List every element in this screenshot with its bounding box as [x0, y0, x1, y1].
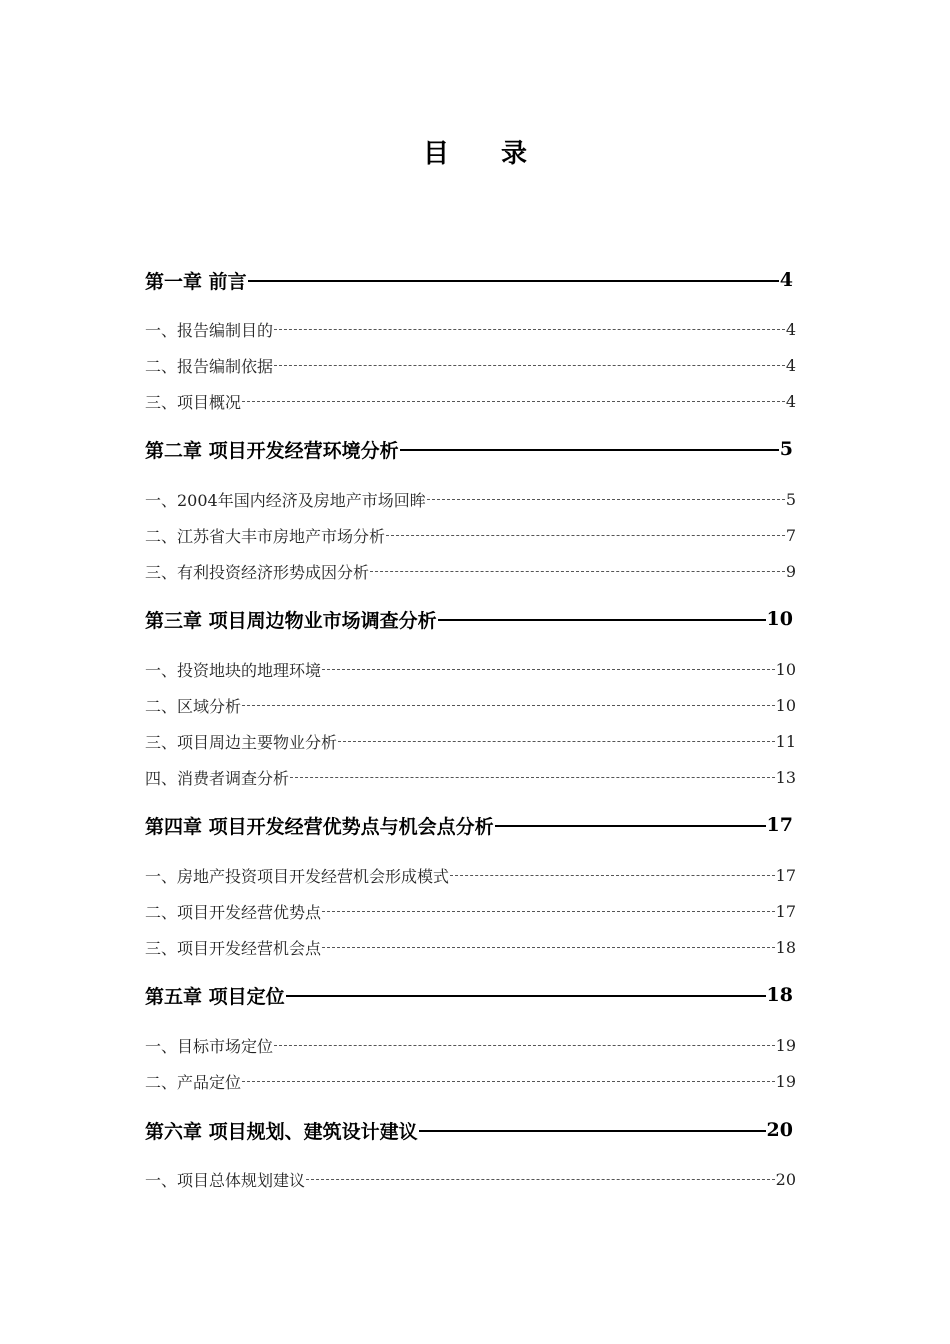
toc-page-number: 20	[775, 1169, 796, 1189]
toc-section-entry[interactable]	[145, 694, 796, 716]
toc-section-entry[interactable]	[145, 900, 796, 922]
toc-section-entry[interactable]	[145, 390, 796, 412]
toc-page-number: 19	[775, 1071, 796, 1091]
toc-page-number: 7	[785, 525, 796, 545]
toc-entry-label: 三、有利投资经济形势成因分析	[145, 562, 370, 582]
toc-entry-label: 一、房地产投资项目开发经营机会形成模式	[145, 866, 450, 886]
toc-page-number: 9	[785, 561, 796, 581]
toc-leader-line	[419, 1130, 766, 1132]
toc-chapter-entry[interactable]	[145, 812, 793, 838]
toc-chapter-entry[interactable]	[145, 606, 793, 632]
toc-leader-line	[322, 911, 775, 912]
toc-page-number: 11	[775, 731, 796, 751]
toc-section-entry[interactable]	[145, 658, 796, 680]
toc-section-entry[interactable]	[145, 1168, 796, 1190]
toc-leader-line	[438, 619, 766, 621]
toc-leader-line	[286, 995, 766, 997]
toc-page-number: 19	[775, 1035, 796, 1055]
toc-section-entry[interactable]	[145, 524, 796, 546]
toc-leader-line	[400, 449, 779, 451]
toc-entry-label: 第二章 项目开发经营环境分析	[145, 439, 399, 462]
toc-leader-line	[306, 1179, 775, 1180]
toc-page-number: 5	[779, 438, 793, 460]
toc-chapter-entry[interactable]	[145, 436, 793, 462]
toc-chapter-entry[interactable]	[145, 267, 793, 293]
toc-leader-line	[386, 535, 785, 536]
toc-entry-label: 四、消费者调查分析	[145, 768, 290, 788]
toc-entry-label: 二、报告编制依据	[145, 356, 274, 376]
toc-entry-label: 第一章 前言	[145, 270, 247, 293]
toc-page-number: 18	[766, 984, 793, 1006]
toc-leader-line	[248, 280, 779, 282]
toc-page-number: 10	[775, 695, 796, 715]
toc-entry-label: 三、项目周边主要物业分析	[145, 732, 338, 752]
toc-leader-line	[242, 401, 785, 402]
toc-entry-label: 二、区域分析	[145, 696, 242, 716]
toc-leader-line	[290, 777, 775, 778]
toc-page-number: 4	[785, 319, 796, 339]
toc-section-entry[interactable]	[145, 488, 796, 510]
toc-section-entry[interactable]	[145, 730, 796, 752]
toc-section-entry[interactable]	[145, 354, 796, 376]
toc-leader-line	[427, 499, 785, 500]
toc-entry-label: 三、项目概况	[145, 392, 242, 412]
toc-section-entry[interactable]	[145, 1034, 796, 1056]
toc-entry-label: 一、投资地块的地理环境	[145, 660, 322, 680]
toc-section-entry[interactable]	[145, 766, 796, 788]
toc-entry-label: 二、产品定位	[145, 1072, 242, 1092]
toc-page-number: 20	[766, 1119, 793, 1141]
toc-entry-label: 第三章 项目周边物业市场调查分析	[145, 609, 437, 632]
toc-section-entry[interactable]	[145, 560, 796, 582]
toc-page-number: 10	[766, 608, 793, 630]
toc-page-number: 13	[775, 767, 796, 787]
toc-leader-line	[322, 947, 775, 948]
toc-leader-line	[242, 705, 775, 706]
toc-leader-line	[495, 825, 766, 827]
toc-page-number: 4	[785, 391, 796, 411]
page-title: 目 录	[422, 139, 540, 169]
toc-leader-line	[274, 329, 785, 330]
toc-entry-label: 第六章 项目规划、建筑设计建议	[145, 1120, 418, 1143]
toc-page-number: 4	[779, 269, 793, 291]
toc-chapter-entry[interactable]	[145, 982, 793, 1008]
toc-leader-line	[242, 1081, 775, 1082]
toc-entry-label: 三、项目开发经营机会点	[145, 938, 322, 958]
toc-leader-line	[370, 571, 785, 572]
toc-section-entry[interactable]	[145, 864, 796, 886]
toc-leader-line	[274, 365, 785, 366]
toc-page-number: 5	[785, 489, 796, 509]
toc-entry-label: 一、报告编制目的	[145, 320, 274, 340]
toc-leader-line	[450, 875, 775, 876]
toc-entry-label: 一、项目总体规划建议	[145, 1170, 306, 1190]
toc-page-number: 17	[775, 865, 796, 885]
toc-section-entry[interactable]	[145, 1070, 796, 1092]
toc-page-number: 18	[775, 937, 796, 957]
toc-entry-label: 一、2004年国内经济及房地产市场回眸	[145, 490, 426, 510]
toc-entry-label: 第四章 项目开发经营优势点与机会点分析	[145, 815, 494, 838]
toc-leader-line	[322, 669, 775, 670]
toc-page-number: 17	[766, 814, 793, 836]
toc-entry-label: 第五章 项目定位	[145, 985, 285, 1008]
toc-page-number: 17	[775, 901, 796, 921]
toc-section-entry[interactable]	[145, 936, 796, 958]
toc-entry-label: 二、项目开发经营优势点	[145, 902, 322, 922]
toc-entry-label: 一、目标市场定位	[145, 1036, 274, 1056]
toc-leader-line	[338, 741, 775, 742]
toc-entry-label: 二、江苏省大丰市房地产市场分析	[145, 526, 386, 546]
toc-leader-line	[274, 1045, 775, 1046]
toc-page-number: 4	[785, 355, 796, 375]
toc-page-number: 10	[775, 659, 796, 679]
toc-section-entry[interactable]	[145, 318, 796, 340]
toc-chapter-entry[interactable]	[145, 1117, 793, 1143]
